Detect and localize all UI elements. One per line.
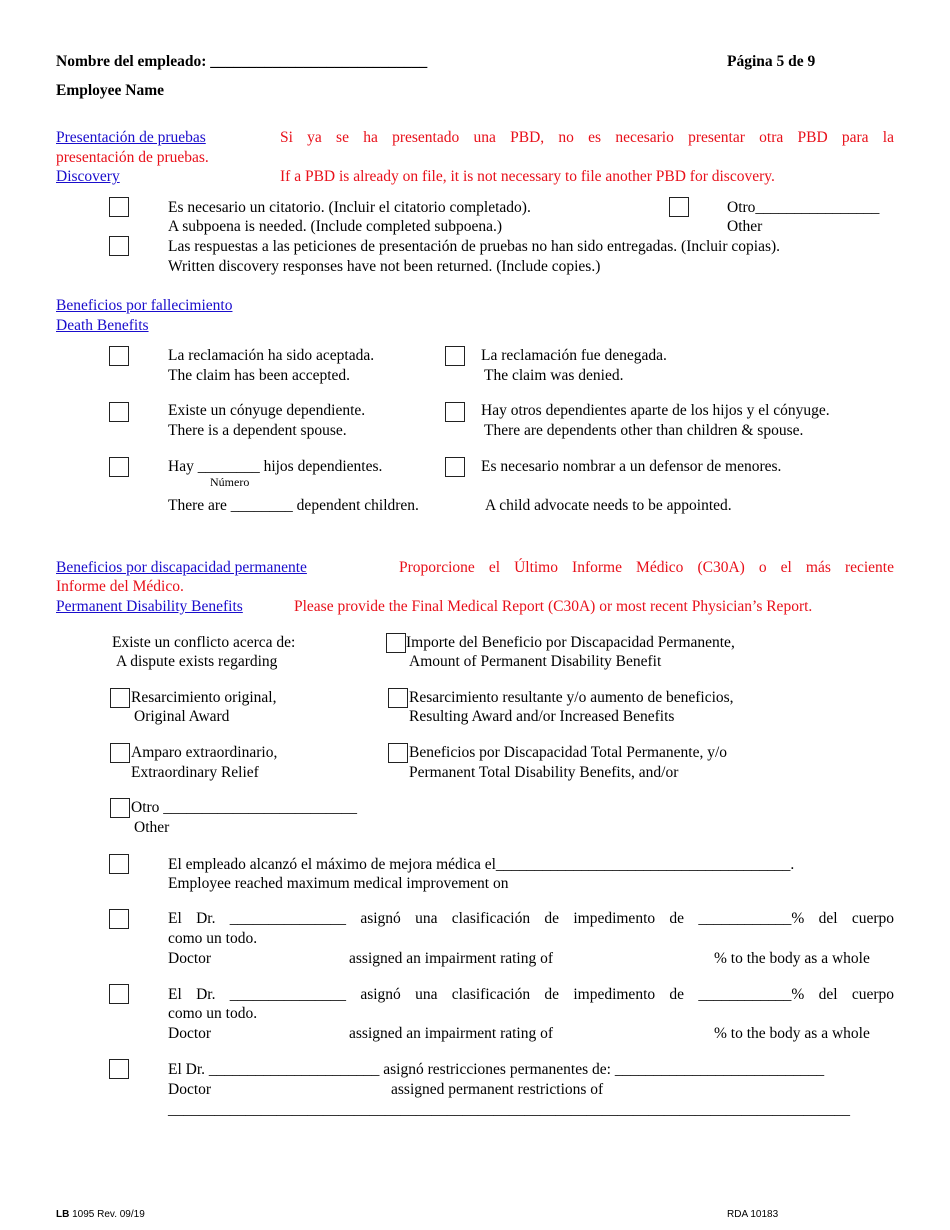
- ptd-en: Permanent Total Disability Benefits, and/or: [409, 764, 679, 781]
- restrictions-es: El Dr. ______________________ asignó restricciones permanentes de: ___________________________: [168, 1061, 825, 1078]
- denied-es: La reclamación fue denegada.: [481, 347, 667, 364]
- amount-checkbox[interactable]: [386, 633, 406, 653]
- discovery-note-es-line1: Si ya se ha presentado una PBD, no es necesario presentar otra PBD para la: [280, 129, 894, 146]
- children-es: Hay ________ hijos dependientes.: [168, 458, 383, 475]
- page-number: Página 5 de 9: [727, 53, 816, 70]
- responses-es: Las respuestas a las peticiones de presentación de pruebas no han sido entregadas. (Incluir copias).: [168, 238, 781, 255]
- rating-1-es-cont: como un todo.: [168, 930, 258, 947]
- extraordinary-relief-en: Extraordinary Relief: [131, 764, 259, 781]
- rating-1-checkbox[interactable]: [109, 909, 129, 929]
- advocate-checkbox[interactable]: [445, 457, 465, 477]
- other-dependents-checkbox[interactable]: [445, 402, 465, 422]
- restrictions-en: assigned permanent restrictions of: [391, 1081, 604, 1098]
- rating-1-es: El Dr. _______________ asignó una clasificación de impedimento de ____________% del cuerpo: [168, 910, 894, 927]
- restrictions-line: ________________________________________________________________________________________: [168, 1101, 850, 1118]
- amount-es: Importe del Beneficio por Discapacidad Permanente,: [406, 634, 735, 651]
- death-title-es[interactable]: Beneficios por fallecimiento: [56, 297, 233, 314]
- amount-en: Amount of Permanent Disability Benefit: [409, 653, 662, 670]
- discovery-other-es: Otro________________: [727, 199, 880, 216]
- other-dependents-es: Hay otros dependientes aparte de los hijos y el cónyuge.: [481, 402, 830, 419]
- ptd-es: Beneficios por Discapacidad Total Permanente, y/o: [409, 744, 727, 761]
- children-en: There are ________ dependent children.: [168, 497, 419, 514]
- mmi-en: Employee reached maximum medical improvement on: [168, 875, 509, 892]
- rating-1-assigned: assigned an impairment rating of: [349, 950, 554, 967]
- discovery-other-en: Other: [727, 218, 763, 235]
- restrictions-doctor: Doctor: [168, 1081, 212, 1098]
- rating-1-body: % to the body as a whole: [714, 950, 870, 967]
- spouse-checkbox[interactable]: [109, 402, 129, 422]
- discovery-note-es-line2: presentación de pruebas.: [56, 149, 209, 166]
- other-dependents-en: There are dependents other than children & spouse.: [484, 422, 804, 439]
- footer-form: 1095 Rev. 09/19: [72, 1209, 145, 1220]
- spouse-es: Existe un cónyuge dependiente.: [168, 402, 366, 419]
- original-award-es: Resarcimiento original,: [131, 689, 277, 706]
- footer-lb: LB: [56, 1209, 70, 1220]
- discovery-title-en[interactable]: Discovery: [56, 168, 120, 185]
- responses-checkbox[interactable]: [109, 236, 129, 256]
- permanent-note-es-line2: Informe del Médico.: [56, 578, 184, 595]
- employee-name-en: Employee Name: [56, 82, 165, 99]
- rating-2-assigned: assigned an impairment rating of: [349, 1025, 554, 1042]
- discovery-note-en: If a PBD is already on file, it is not necessary to file another PBD for discovery.: [280, 168, 775, 185]
- accepted-checkbox[interactable]: [109, 346, 129, 366]
- rating-2-doctor: Doctor: [168, 1025, 212, 1042]
- permanent-other-es: Otro _________________________: [131, 799, 358, 816]
- permanent-other-en: Other: [134, 819, 170, 836]
- resulting-award-es: Resarcimiento resultante y/o aumento de beneficios,: [409, 689, 734, 706]
- subpoena-checkbox[interactable]: [109, 197, 129, 217]
- advocate-es: Es necesario nombrar a un defensor de menores.: [481, 458, 782, 475]
- accepted-en: The claim has been accepted.: [168, 367, 351, 384]
- extraordinary-relief-es: Amparo extraordinario,: [131, 744, 278, 761]
- resulting-award-checkbox[interactable]: [388, 688, 408, 708]
- mmi-es: El empleado alcanzó el máximo de mejora médica el______________________________________.: [168, 856, 795, 873]
- rating-1-doctor: Doctor: [168, 950, 212, 967]
- original-award-checkbox[interactable]: [110, 688, 130, 708]
- original-award-en: Original Award: [134, 708, 230, 725]
- restrictions-checkbox[interactable]: [109, 1059, 129, 1079]
- death-title-en[interactable]: Death Benefits: [56, 317, 149, 334]
- permanent-other-checkbox[interactable]: [110, 798, 130, 818]
- subpoena-en: A subpoena is needed. (Include completed subpoena.): [168, 218, 503, 235]
- rating-2-checkbox[interactable]: [109, 984, 129, 1004]
- discovery-title-es[interactable]: Presentación de pruebas: [56, 129, 206, 146]
- resulting-award-en: Resulting Award and/or Increased Benefits: [409, 708, 675, 725]
- ptd-checkbox[interactable]: [388, 743, 408, 763]
- permanent-title-es[interactable]: Beneficios por discapacidad permanente: [56, 559, 307, 576]
- footer-rda: RDA 10183: [727, 1209, 779, 1220]
- extraordinary-relief-checkbox[interactable]: [110, 743, 130, 763]
- permanent-note-en: Please provide the Final Medical Report (C30A) or most recent Physician’s Report.: [294, 598, 813, 615]
- discovery-other-checkbox[interactable]: [669, 197, 689, 217]
- advocate-en: A child advocate needs to be appointed.: [485, 497, 732, 514]
- spouse-en: There is a dependent spouse.: [168, 422, 347, 439]
- mmi-checkbox[interactable]: [109, 854, 129, 874]
- employee-name-label: Nombre del empleado: ____________________________: [56, 53, 428, 70]
- permanent-title-en[interactable]: Permanent Disability Benefits: [56, 598, 243, 615]
- rating-2-es: El Dr. _______________ asignó una clasificación de impedimento de ____________% del cuerpo: [168, 986, 894, 1003]
- responses-en: Written discovery responses have not been returned. (Include copies.): [168, 258, 601, 275]
- dispute-en: A dispute exists regarding: [116, 653, 278, 670]
- rating-2-es-cont: como un todo.: [168, 1005, 258, 1022]
- rating-2-body: % to the body as a whole: [714, 1025, 870, 1042]
- permanent-note-es-line1: Proporcione el Último Informe Médico (C30A) o el más reciente: [399, 559, 894, 576]
- accepted-es: La reclamación ha sido aceptada.: [168, 347, 375, 364]
- denied-checkbox[interactable]: [445, 346, 465, 366]
- dispute-es: Existe un conflicto acerca de:: [112, 634, 296, 651]
- children-checkbox[interactable]: [109, 457, 129, 477]
- children-numero: Número: [210, 475, 250, 489]
- denied-en: The claim was denied.: [484, 367, 624, 384]
- footer-form-id: [56, 1209, 145, 1221]
- subpoena-es: Es necesario un citatorio. (Incluir el citatorio completado).: [168, 199, 531, 216]
